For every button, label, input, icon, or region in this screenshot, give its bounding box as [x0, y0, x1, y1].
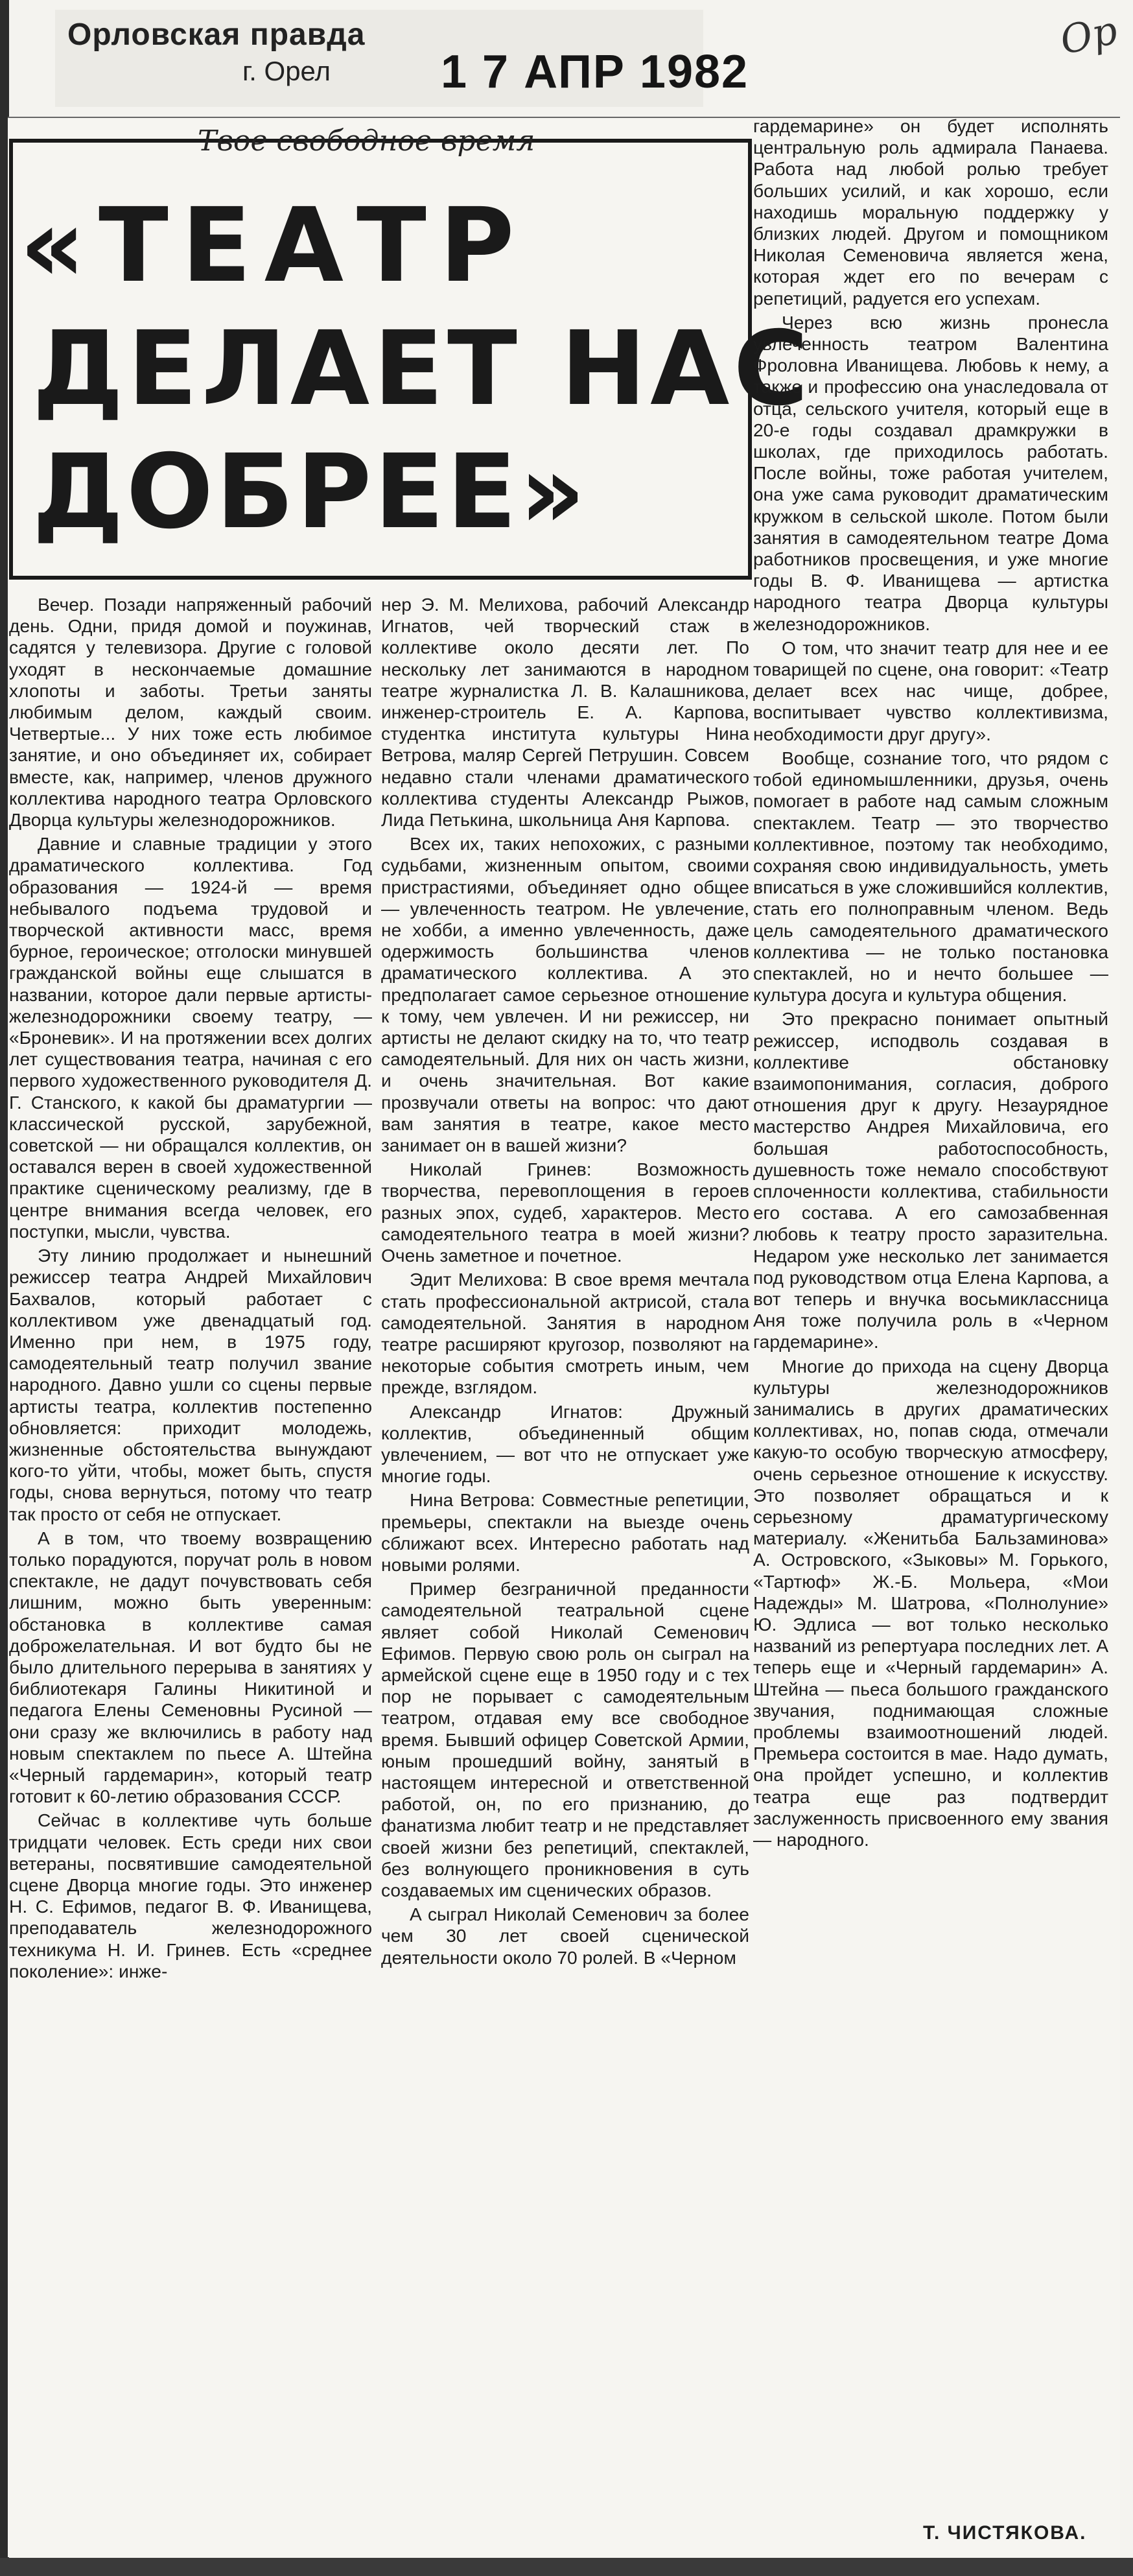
paragraph: Александр Игнатов: Дружный коллектив, объединенный общим увлечением, — вот что не отпускает уже многие годы. — [381, 1400, 749, 1487]
paragraph: гардемарине» он будет исполнять центральную роль адмирала Панаева. Работа над любой ролью требует больших усилий, и как хорошо, если находишь моральную поддержку у близких людей. Другом и помощником Николая Семеновича является жена, которая ждет его по вечерам с репетиций, радуется его успехам. — [753, 115, 1108, 309]
handwritten-note: Ор — [1056, 7, 1121, 64]
scan-edge — [0, 2558, 1133, 2576]
paragraph: Через всю жизнь пронесла увлеченность театром Валентина Фроловна Иванищева. Любовь к нему, а также и профессию она унаследовала от отца, сельского учителя, который еще в 20-е годы создавал драмкружки в школах, где приходилось работать. После войны, тоже работая учителем, она уже сама руководит драматическим кружком в сельской школе. Потом были занятия в самодеятельном театре Дома работников просвещения, и уже многие годы В. Ф. Иванищева — артистка народного театра Дворца культуры железнодорожников. — [753, 311, 1108, 634]
article-column-1 — [9, 594, 372, 1985]
paragraph: Сейчас в коллективе чуть больше тридцати человек. Есть среди них свои ветераны, посвятившие самодеятельной сцене Дворца многие годы. Это инженер Н. С. Ефимов, педагог В. Ф. Иванищева, преподаватель железнодорожного техникума Н. И. Гринев. Есть «среднее поколение»: инже- — [9, 1810, 372, 1981]
paragraph: Всех их, таких непохожих, с разными судьбами, жизненным опытом, своими пристрастиями, объединяет одно общее — увлеченность театром. Не увлечение, не хобби, а именно увлеченность, даже одержимость большинства членов драматического коллектива. А это предполагает самое серьезное отношение к тому, чем увлечен. И ни режиссер, ни артисты не делают скидку на то, что театр самодеятельный. Для них он часть жизни, и очень значительная. Вот какие прозвучали ответы на вопрос: что дают вам занятия в театре, какое место занимает он в вашей жизни? — [381, 833, 749, 1156]
article-column-2 — [381, 594, 749, 1971]
newspaper-city: г. Орел — [242, 56, 331, 86]
paragraph: А сыграл Николай Семенович за более чем 30 лет своей сценической деятельности около 70 ролей. В «Черном — [381, 1904, 749, 1968]
headline-line-1: «ТЕАТР — [19, 186, 528, 305]
paragraph: Вечер. Позади напряженный рабочий день. Одни, придя домой и поужинав, садятся у телевизора. Другие с головой уходят в нескончаемые домашние хлопоты и заботы. Третьи заняты любимым делом, каждый своим. Четвертые... У них тоже есть любимое занятие, и оно объединяет их, собирает вместе, как, например, членов дружного коллектива народного театра Орловского Дворца культуры железнодорожников. — [9, 594, 372, 831]
paragraph: Давние и славные традиции у этого драматического коллектива. Год образования — 1924-й — время небывалого подъема трудовой и творческой активности масс, время бурное, героическое; отголоски минувшей гражданской войны еще слышатся в названии, которое дали первые артисты-железнодорожники своему театру, — «Броневик». И на протяжении всех долгих лет существования театра, начиная с его первого художественного руководителя Д. Г. Станского, к какой бы драматургии — классической русской, зарубежной, советской — ни обращался коллектив, он оставался верен в своей художественной практике сценическому реализму, где в центре внимания всегда человек, его поступки, мысли, чувства. — [9, 833, 372, 1242]
headline-line-2: ДЕЛАЕТ НАС — [32, 309, 813, 429]
paragraph: Николай Гринев: Возможность творчества, перевоплощения в героев разных эпох, судеб, характеров. Место самодеятельного театра в моей жизни? Очень заметное и почетное. — [381, 1159, 749, 1266]
paragraph: А в том, что твоему возвращению только порадуются, поручат роль в новом спектакле, не дадут почувствовать себя лишним, можно быть уверенным: обстановка в коллективе самая доброжелательная. И вот будто бы не было длительного перерыва в занятиях у библиотекаря Галины Никитиной и педагога Елены Семеновны Русиной — они сразу же включились в работу над новым спектаклем по пьесе А. Штейна «Черный гардемарин», который театр готовит к 60-летию образования СССР. — [9, 1527, 372, 1807]
paragraph: Вообще, сознание того, что рядом с тобой единомышленники, друзья, очень помогает в работе над самым сложным спектаклем. Театр — это творчество коллективное, поэтому так необходимо, сохраняя свою индивидуальность, уметь вписаться в уже сложившийся коллектив, стать его полноправным членом. Ведь цель самодеятельного драматического коллектива — не только постановка спектаклей, но и нечто большее — культура досуга и культура общения. — [753, 747, 1108, 1006]
paragraph: нер Э. М. Мелихова, рабочий Александр Игнатов, чей творческий стаж в коллективе около десяти лет. По нескольку лет занимаются в народном театре журналистка Л. В. Калашникова, инженер-строитель Е. А. Карпова, студентка института культуры Нина Ветрова, маляр Сергей Петрушин. Совсем недавно стали членами драматического коллектива студенты Александр Рыжов, Лида Петькина, школьница Аня Карпова. — [381, 594, 749, 831]
paragraph: Эдит Мелихова: В свое время мечтала стать профессиональной актрисой, стала самодеятельной. Занятия в народном театре расширяют кругозор, позволяют на некоторые события смотреть иным, чем прежде, взглядом. — [381, 1269, 749, 1398]
paragraph: Эту линию продолжает и нынешний режиссер театра Андрей Михайлович Бахвалов, который работает с коллективом уже двенадцатый год. Именно при нем, в 1975 году, самодеятельный театр получил звание народного. Давно ушли со сцены первые артисты театра, коллектив постепенно обновляется: приходит молодежь, жизненные обстоятельства вынуждают кого-то уйти, чтобы, может быть, спустя годы, снова вернуться, потому что театр так просто от себя не отпускает. — [9, 1245, 372, 1524]
paragraph: Пример безграничной преданности самодеятельной театральной сцене являет собой Николай Семенович Ефимов. Первую свою роль он сыграл на армейской сцене еще в 1950 году и с тех пор не порывает с самодеятельным театром, отдавая ему все свободное время. Бывший офицер Советской Армии, юным прошедший войну, занятый в настоящем интересной и ответственной работой, он, по его признанию, до фанатизма любит театр и не представляет своей жизни без репетиций, спектаклей, без волнующего проникновения в суть создаваемых им сценических образов. — [381, 1578, 749, 1900]
paragraph: Это прекрасно понимает опытный режиссер, исподволь создавая в коллективе обстановку взаимопонимания, согласия, доброго отношения друг к другу. Незаурядное мастерство Андрея Михайловича, его большая работоспособность, душевность тоже немало способствуют сплоченности коллектива, стабильности его состава. А его самозабвенная любовь к театру просто заразительна. Недаром уже несколько лет занимается под руководством отца Елена Карпова, а вот теперь и внучка восьмиклассница Аня тоже получила роль в «Черном гардемарине». — [753, 1008, 1108, 1353]
paragraph: О том, что значит театр для нее и ее товарищей по сцене, она говорит: «Театр делает всех нас чище, добрее, воспитывает чувство коллективизма, необходимости друг другу». — [753, 637, 1108, 744]
author-signature: Т. ЧИСТЯКОВА. — [923, 2522, 1087, 2544]
paragraph: Многие до прихода на сцену Дворца культуры железнодорожников занимались в других драматических коллективах, но, попав сюда, отмечали какую-то особую творческую атмосферу, очень серьезное отношение к искусству. Это позволяет обращаться и к серьезному драматургическому материалу. «Женитьба Бальзаминова» А. Островского, «Зыковы» М. Горького, «Тартюф» Ж.-Б. Мольера, «Мои Надежды» М. Шатрова, «Полнолуние» Ю. Эдлиса — вот только несколько названий из репертуара последних лет. А теперь еще и «Черный гардемарин» А. Штейна — пьеса большого гражданского звучания, поднимающая сложные проблемы взаимоотношений людей. Премьера состоится в мае. Надо думать, она пройдет успешно, и коллектив театра еще раз подтвердит заслуженность присвоенного ему звания — народного. — [753, 1355, 1108, 1850]
newspaper-name: Орловская правда — [67, 18, 366, 52]
article-column-3 — [753, 115, 1108, 1853]
paragraph: Нина Ветрова: Совместные репетиции, премьеры, спектакли на выезде очень сближают всех. Интересно работать над новыми ролями. — [381, 1489, 749, 1575]
headline-line-3: ДОБРЕЕ» — [32, 432, 589, 552]
date-stamp: 1 7 АПР 1982 — [441, 46, 749, 98]
rubric: Твое свободное время — [198, 124, 535, 158]
